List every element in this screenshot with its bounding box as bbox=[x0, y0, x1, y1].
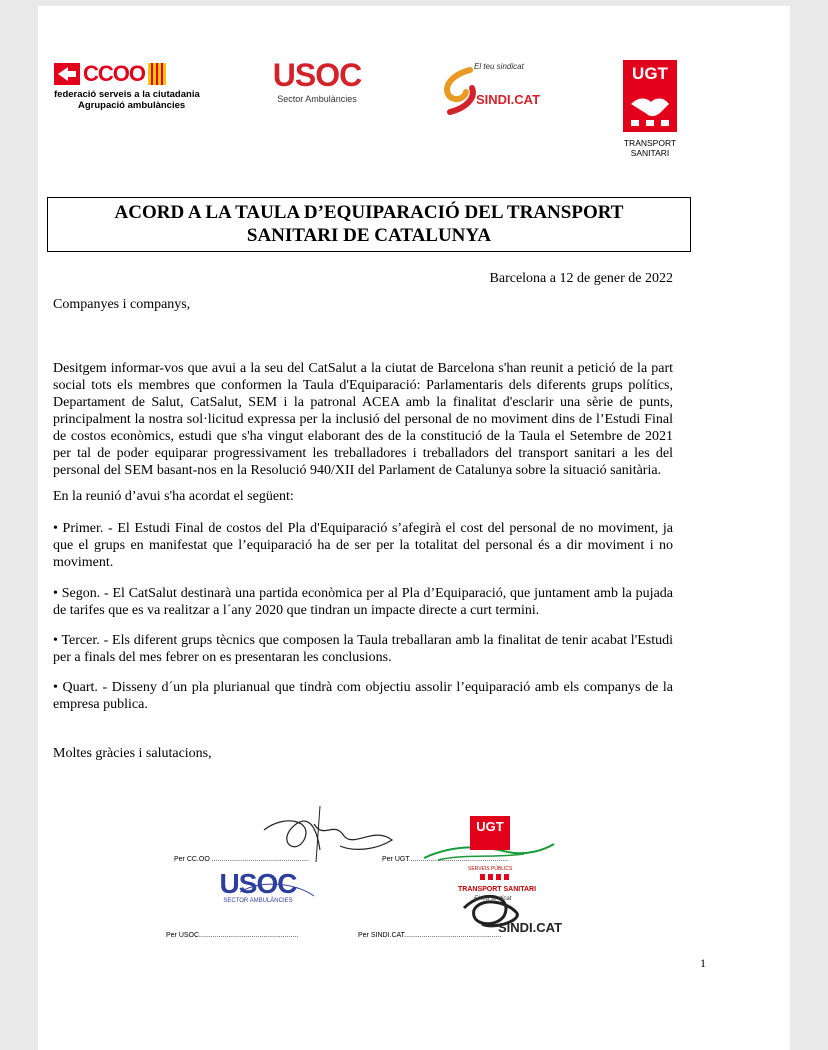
closing: Moltes gràcies i salutacions, bbox=[53, 746, 212, 761]
handshake-icon bbox=[627, 88, 673, 128]
paragraph-intro: Desitgem informar-vos que avui a la seu del CatSalut a la ciutat de Barcelona s'han reunit a petició de la part social tots els membres que conformen la Taula d'Equiparació: Parlamentaris dels diferents grups polítics, Departament de Salut, CatSalut, SEM i la patronal ACEA amb la finalitat d'esclarir una sèrie de punts, principalment la nostra sol·licitud expressa per la inclusió del personal de no moviment dins de l’Estudi Final de costos econòmics, estudi que s'ha vingut elaborant des de la constitució de la Taula el Setembre de 2021 per tal de poder equiparar progressivament les treballadores i treballadors del transport sanitari a les del personal del SEM basant-nos en la Resolució 940/XII del Parlament de Catalunya sobre la situació sanitària. bbox=[53, 361, 673, 478]
usoc-stamp-word: USOC bbox=[219, 868, 297, 899]
ugt-subtitle-line1: TRANSPORT bbox=[623, 138, 677, 148]
catalan-flag-icon bbox=[148, 63, 166, 85]
usoc-subtitle: Sector Ambulàncies bbox=[277, 94, 357, 104]
bullet-quart: • Quart. - Disseny d´un pla plurianual que tindrà com objectiu assolir l’equiparació amb els companys de la empresa publica. bbox=[53, 680, 673, 712]
ugt-stamp-word: UGT bbox=[476, 819, 504, 834]
sindicat-stamp-tag: El teu sindicat bbox=[474, 896, 512, 902]
sindicat-logo bbox=[440, 62, 550, 118]
ugt-stamp-dots bbox=[480, 874, 510, 880]
usoc-wordmark: USOC bbox=[272, 57, 362, 93]
paragraph-agreement: En la reunió d’avui s'ha acordat el següent: bbox=[53, 489, 294, 504]
title-line1: ACORD A LA TAULA D’EQUIPARACIÓ DEL TRANSPORT bbox=[114, 202, 624, 223]
sindicat-swirl-icon bbox=[440, 66, 480, 116]
title-line2: SANITARI DE CATALUNYA bbox=[246, 225, 492, 246]
ugt-subtitle bbox=[620, 138, 680, 158]
ccoo-logo bbox=[54, 62, 204, 111]
signature-label-ugt: Per UGT................................................... bbox=[382, 856, 509, 863]
ugt-logo bbox=[620, 60, 680, 158]
bullet-tercer: • Tercer. - Els diferent grups tècnics que composen la Taula treballaran amb la finalitat de tenir acabat l'Estudi per a finals del mes febrer on es presentaran les conclusions. bbox=[53, 633, 673, 665]
sindicat-wordmark: SINDI.CAT bbox=[476, 92, 541, 107]
ugt-subtitle-line2: SANITARI bbox=[630, 148, 670, 158]
sindicat-stamp: SINDI.CAT bbox=[498, 920, 563, 935]
page-number: 1 bbox=[700, 956, 706, 970]
ugt-wordmark: UGT bbox=[632, 64, 668, 83]
signature-label-usoc: Per USOC................................................... bbox=[166, 932, 299, 939]
ugt-stamp bbox=[470, 816, 510, 850]
signature-label-ccoo: Per CC.OO .................................................. bbox=[174, 856, 309, 863]
document-title bbox=[47, 197, 691, 252]
ccoo-mark bbox=[54, 62, 204, 86]
ugt-stamp-sub2: TRANSPORT SANITARI bbox=[458, 886, 537, 893]
ugt-stamp-sub1: SERVEIS PÚBLICS bbox=[468, 866, 513, 872]
usoc-stamp bbox=[208, 870, 308, 904]
ugt-box bbox=[623, 60, 677, 132]
ccoo-line2: Agrupació ambulàncies bbox=[78, 100, 186, 111]
sindicat-tagline: El teu sindicat bbox=[474, 62, 524, 71]
bullet-primer: • Primer. - El Estudi Final de costos del Pla d'Equiparació s’afegirà el cost del personal de no moviment, ja que el grups en manifestat que l’equiparació ha de ser per la totalitat del personal és a dir moviment i no moviment. bbox=[53, 521, 673, 570]
signature-label-sindicat: Per SINDI.CAT.................................................. bbox=[358, 932, 502, 939]
greeting: Companyes i companys, bbox=[53, 297, 191, 312]
usoc-stamp-sub: SECTOR AMBULÀNCIES bbox=[223, 898, 293, 904]
ccoo-line1: federació serveis a la ciutadania bbox=[54, 89, 200, 100]
signature-block bbox=[164, 800, 562, 942]
usoc-logo bbox=[262, 58, 372, 104]
bullet-segon: • Segon. - El CatSalut destinarà una partida econòmica per al Pla d’Equiparació, que juntament amb la pujada de tarifes que es va realitzar a l´any 2020 que tindran un impacte directe a curt termini. bbox=[53, 586, 673, 618]
ccoo-wordmark: CCOO bbox=[83, 61, 145, 86]
ccoo-arrow-icon bbox=[54, 63, 80, 85]
document-date: Barcelona a 12 de gener de 2022 bbox=[489, 271, 673, 286]
